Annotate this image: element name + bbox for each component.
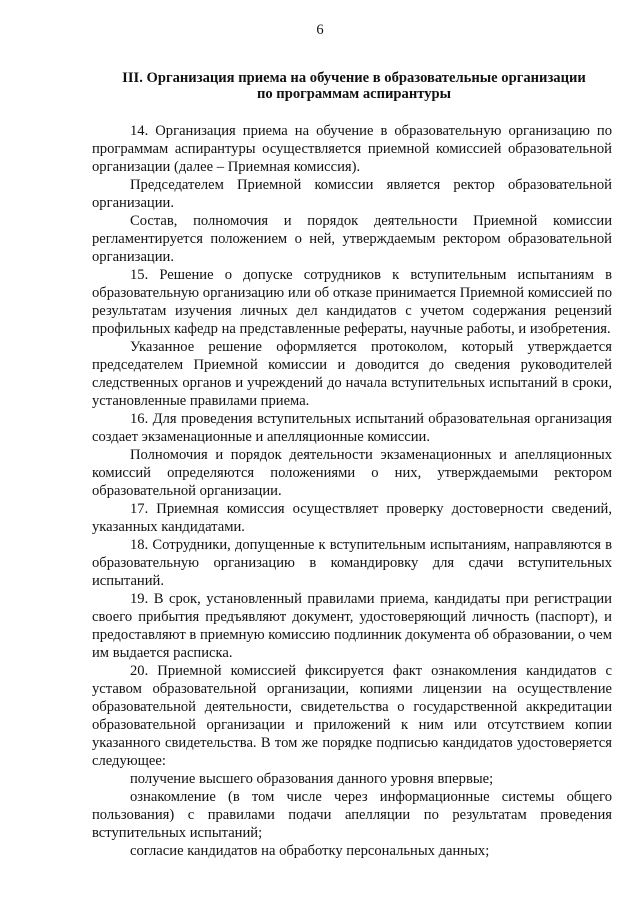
paragraph-17: 17. Приемная комиссия осуществляет проверку достоверности сведений, указанных кандидатами. — [92, 501, 612, 535]
paragraph-15: 15. Решение о допуске сотрудников к вступительным испытаниям в образовательную организацию или об отказе принимается Приемной комиссией по результатам изучения личных дел кандидатов с учетом содержания рецензий профильных кафедр на представленные рефераты, научные работы, и изобретения. — [92, 267, 612, 337]
document-body — [92, 122, 612, 860]
section-heading-line-1: III. Организация приема на обучение в образовательные организации — [122, 70, 586, 86]
section-heading — [92, 70, 616, 102]
page-number: 6 — [316, 22, 324, 38]
paragraph-19: 19. В срок, установленный правилами приема, кандидаты при регистрации своего прибытия предъявляют документ, удостоверяющий личность (паспорт), и предоставляют в приемную комиссию подлинник документа об образовании, о чем им выдается расписка. — [92, 591, 613, 661]
paragraph-20: 20. Приемной комиссией фиксируется факт ознакомления кандидатов с уставом образовательной организации, копиями лицензии на осуществление образовательной деятельности, свидетельства о государственной аккредитации образовательной организации и приложений к ним или отсутствием копии указанного свидетельства. В том же порядке подписью кандидатов удостоверяется следующее: — [92, 663, 612, 769]
paragraph-composition: Состав, полномочия и порядок деятельности Приемной комиссии регламентируется положением о ней, утверждаемым ректором образовательной организации. — [92, 213, 612, 265]
paragraph-decision: Указанное решение оформляется протоколом, который утверждается председателем Приемной комиссии и доводится до сведения руководителей следственных органов и учреждений до начала вступительных испытаний в сроки, установленные правилами приема. — [92, 339, 612, 409]
list-item-appeal-rules: ознакомление (в том числе через информационные системы общего пользования) с правилами подачи апелляции по результатам проведения вступительных испытаний; — [92, 789, 612, 841]
list-item-personal-data-consent: согласие кандидатов на обработку персональных данных; — [130, 843, 490, 859]
paragraph-18: 18. Сотрудники, допущенные к вступительным испытаниям, направляются в образовательную организацию в командировку для сдачи вступительных испытаний. — [92, 537, 612, 589]
paragraph-powers: Полномочия и порядок деятельности экзаменационных и апелляционных комиссий определяются положениями о них, утверждаемыми ректором образовательной организации. — [92, 447, 612, 499]
paragraph-16: 16. Для проведения вступительных испытаний образовательная организация создает экзаменационные и апелляционные комиссии. — [92, 411, 612, 445]
section-heading-line-2: по программам аспирантуры — [256, 86, 452, 102]
paragraph-14: 14. Организация приема на обучение в образовательную организацию по программам аспирантуры осуществляется приемной комиссией образовательной организации (далее – Приемная комиссия). — [92, 123, 612, 175]
paragraph-chairman: Председателем Приемной комиссии является ректор образовательной организации. — [92, 177, 612, 211]
list-item-first-education: получение высшего образования данного уровня впервые; — [130, 771, 494, 787]
